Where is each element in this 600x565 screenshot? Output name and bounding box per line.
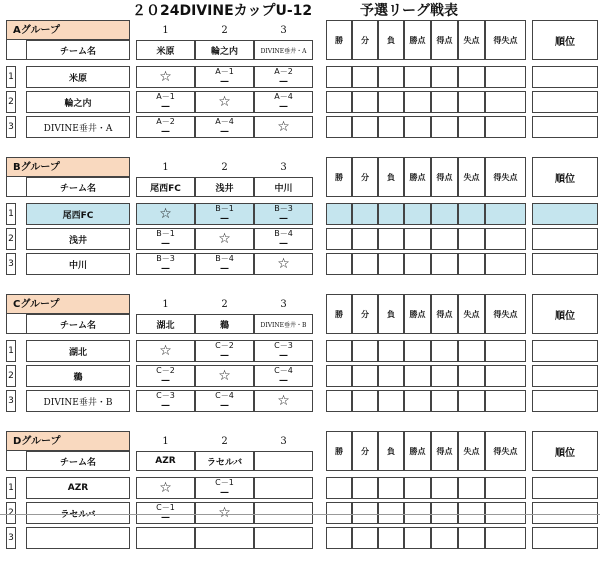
row-number: 1 (6, 203, 16, 225)
ranking-cell (532, 340, 598, 362)
star-icon: ☆ (218, 505, 231, 521)
column-number: 1 (162, 24, 169, 36)
ranking-cell (532, 116, 598, 138)
score-dash: — (220, 488, 229, 498)
star-icon: ☆ (159, 480, 172, 496)
stat-cell (458, 340, 485, 362)
stat-cell (485, 91, 526, 113)
star-icon: ☆ (218, 368, 231, 384)
title-main: ２０24DIVINEカップU-12 (132, 3, 313, 19)
result-cell (136, 477, 195, 499)
column-number: 3 (280, 24, 287, 36)
row-number: 2 (6, 365, 16, 387)
score-dash: — (161, 127, 170, 137)
result-cell (136, 365, 195, 387)
result-cell (254, 527, 313, 549)
match-code (156, 229, 175, 249)
stat-header: 負 (378, 20, 404, 60)
stat-cell (458, 66, 485, 88)
stat-cell (485, 253, 526, 275)
stat-cell (352, 116, 378, 138)
stat-cell (378, 253, 404, 275)
title-sub: 予選リーグ戦表 (360, 3, 458, 19)
stat-cell (326, 340, 352, 362)
column-team-header: 中川 (254, 177, 313, 197)
match-code-label: B－1 (156, 229, 175, 238)
result-cell (254, 477, 313, 499)
match-code-label: C－2 (215, 341, 234, 350)
match-code (215, 204, 234, 224)
stat-cell (485, 365, 526, 387)
result-cell (254, 91, 313, 113)
match-code (215, 391, 234, 411)
stat-cell (326, 116, 352, 138)
team-name-cell: 輪之内 (26, 91, 130, 113)
stat-cell (485, 340, 526, 362)
row-number: 1 (6, 66, 16, 88)
stat-cell (431, 253, 458, 275)
result-cell (195, 91, 254, 113)
stat-header: 負 (378, 431, 404, 471)
stat-cell (458, 116, 485, 138)
row-number: 1 (6, 340, 16, 362)
stat-cell (404, 228, 431, 250)
row-number: 3 (6, 253, 16, 275)
team-name-cell: 湖北 (26, 340, 130, 362)
stat-cell (404, 91, 431, 113)
column-team-header: DIVINE垂井・B (254, 314, 313, 334)
stat-cell (326, 253, 352, 275)
stat-cell (326, 502, 352, 524)
group-header: Bグループ (6, 157, 130, 177)
result-cell (136, 390, 195, 412)
match-code (274, 341, 293, 361)
team-name-cell: ラセルバ (26, 502, 130, 524)
match-code-label: C－3 (156, 391, 175, 400)
column-team-header: 尾西FC (136, 177, 195, 197)
stat-cell (458, 502, 485, 524)
stat-header: 失点 (458, 20, 485, 60)
column-team-header: DIVINE垂井・A (254, 40, 313, 60)
result-cell (254, 66, 313, 88)
match-code (215, 117, 234, 137)
match-code-label: A－2 (156, 117, 175, 126)
stat-header: 分 (352, 20, 378, 60)
match-code-label: A－1 (215, 67, 234, 76)
score-dash: — (219, 264, 229, 274)
star-icon: ☆ (159, 343, 172, 359)
stat-header: 勝点 (404, 20, 431, 60)
column-number: 3 (280, 435, 287, 447)
result-cell (195, 390, 254, 412)
stat-cell (378, 91, 404, 113)
row-number: 3 (6, 390, 16, 412)
ranking-header: 順位 (532, 431, 598, 471)
star-icon: ☆ (277, 393, 290, 409)
match-code-label: C－4 (274, 366, 293, 375)
match-code (274, 204, 293, 224)
match-code (215, 478, 234, 498)
match-code-label: C－2 (156, 366, 175, 375)
result-cell (195, 228, 254, 250)
group-bracket (6, 451, 26, 471)
team-name-header: チーム名 (26, 451, 130, 471)
stat-cell (352, 91, 378, 113)
match-code (156, 366, 175, 386)
stat-header: 分 (352, 157, 378, 197)
result-cell (195, 340, 254, 362)
column-number: 1 (162, 435, 169, 447)
result-cell (254, 502, 313, 524)
result-cell (195, 203, 254, 225)
score-dash: — (278, 214, 288, 224)
stat-cell (378, 502, 404, 524)
stat-cell (378, 340, 404, 362)
stat-header: 負 (378, 294, 404, 334)
ranking-cell (532, 203, 598, 225)
star-icon: ☆ (218, 231, 231, 247)
column-number: 2 (221, 24, 228, 36)
match-code-label: C－1 (215, 478, 234, 487)
stat-cell (378, 365, 404, 387)
star-icon: ☆ (277, 256, 290, 272)
score-dash: — (220, 77, 229, 87)
stat-cell (485, 527, 526, 549)
match-code (156, 117, 175, 137)
ranking-header: 順位 (532, 157, 598, 197)
stat-cell (378, 116, 404, 138)
stat-header: 得点 (431, 157, 458, 197)
score-dash: — (279, 351, 288, 361)
stat-header: 負 (378, 157, 404, 197)
result-cell (136, 116, 195, 138)
stat-header: 勝点 (404, 294, 431, 334)
stat-cell (378, 228, 404, 250)
match-code (274, 92, 293, 112)
score-dash: — (161, 401, 170, 411)
stat-header: 失点 (458, 157, 485, 197)
match-code (156, 92, 175, 112)
result-cell (195, 66, 254, 88)
team-name-cell: 中川 (26, 253, 130, 275)
stat-header: 得失点 (485, 20, 526, 60)
stat-header: 失点 (458, 431, 485, 471)
result-cell (195, 116, 254, 138)
column-number: 1 (162, 161, 169, 173)
team-name-cell: 浅井 (26, 228, 130, 250)
match-code-label: C－3 (274, 341, 293, 350)
stat-cell (431, 365, 458, 387)
result-cell (195, 502, 254, 524)
stat-cell (378, 527, 404, 549)
ranking-cell (532, 91, 598, 113)
score-dash: — (278, 239, 288, 249)
column-team-header: 米原 (136, 40, 195, 60)
score-dash: — (220, 351, 229, 361)
score-dash: — (219, 214, 229, 224)
group-bracket (6, 40, 26, 60)
stat-cell (404, 66, 431, 88)
stat-header: 勝 (326, 20, 352, 60)
stat-header: 勝 (326, 294, 352, 334)
stat-cell (431, 66, 458, 88)
ranking-cell (532, 527, 598, 549)
stat-cell (352, 253, 378, 275)
team-name-header: チーム名 (26, 314, 130, 334)
match-code (156, 391, 175, 411)
stat-cell (458, 203, 485, 225)
column-number: 2 (221, 298, 228, 310)
score-dash: — (161, 376, 170, 386)
match-code-label: A－4 (274, 92, 293, 101)
stat-cell (404, 253, 431, 275)
result-cell (136, 253, 195, 275)
stat-cell (431, 91, 458, 113)
match-code-label: B－1 (215, 204, 234, 213)
stat-cell (458, 527, 485, 549)
column-team-header: 鵜 (195, 314, 254, 334)
stat-cell (326, 365, 352, 387)
stat-cell (485, 477, 526, 499)
result-cell (136, 228, 195, 250)
match-code (156, 503, 175, 523)
match-code-label: B－4 (274, 229, 293, 238)
group-header: Aグループ (6, 20, 130, 40)
stat-cell (458, 477, 485, 499)
stat-header: 得点 (431, 431, 458, 471)
stat-cell (485, 66, 526, 88)
result-cell (195, 527, 254, 549)
stat-header: 分 (352, 294, 378, 334)
stat-cell (352, 228, 378, 250)
score-dash: — (279, 376, 288, 386)
score-dash: — (161, 513, 170, 523)
stat-header: 分 (352, 431, 378, 471)
stat-cell (352, 340, 378, 362)
ranking-header: 順位 (532, 294, 598, 334)
stat-cell (352, 502, 378, 524)
stat-cell (326, 91, 352, 113)
stat-cell (485, 390, 526, 412)
stat-cell (326, 66, 352, 88)
team-name-cell: DIVINE垂井・B (26, 390, 130, 412)
stat-header: 得失点 (485, 431, 526, 471)
stat-cell (352, 203, 378, 225)
score-dash: — (160, 264, 170, 274)
stat-header: 得点 (431, 20, 458, 60)
result-cell (136, 203, 195, 225)
match-code-label: B－3 (156, 254, 175, 263)
stat-header: 勝点 (404, 431, 431, 471)
ranking-cell (532, 253, 598, 275)
match-code-label: A－2 (274, 67, 293, 76)
column-number: 2 (221, 161, 228, 173)
group-bracket (6, 177, 26, 197)
team-name-cell: 米原 (26, 66, 130, 88)
stat-cell (326, 527, 352, 549)
result-cell (136, 527, 195, 549)
column-team-header (254, 451, 313, 471)
stat-cell (431, 116, 458, 138)
stat-cell (431, 527, 458, 549)
score-dash: — (279, 77, 288, 87)
score-dash: — (220, 127, 229, 137)
result-cell (254, 365, 313, 387)
column-team-header: 湖北 (136, 314, 195, 334)
result-cell (254, 390, 313, 412)
score-dash: — (160, 239, 170, 249)
star-icon: ☆ (218, 94, 231, 110)
row-number: 2 (6, 228, 16, 250)
team-name-header: チーム名 (26, 177, 130, 197)
stat-cell (431, 477, 458, 499)
ranking-cell (532, 502, 598, 524)
stat-cell (458, 390, 485, 412)
star-icon: ☆ (159, 206, 172, 222)
column-number: 3 (280, 298, 287, 310)
score-dash: — (220, 401, 229, 411)
team-name-cell: 鵜 (26, 365, 130, 387)
stat-cell (431, 340, 458, 362)
team-name-cell (26, 527, 130, 549)
stat-cell (326, 477, 352, 499)
team-name-cell: 尾西FC (26, 203, 130, 225)
stat-cell (458, 365, 485, 387)
stat-cell (431, 502, 458, 524)
result-cell (195, 253, 254, 275)
stat-cell (485, 502, 526, 524)
team-name-cell: AZR (26, 477, 130, 499)
match-code-label: C－1 (156, 503, 175, 512)
stat-cell (485, 203, 526, 225)
ranking-cell (532, 228, 598, 250)
star-icon: ☆ (277, 119, 290, 135)
result-cell (136, 91, 195, 113)
stat-cell (404, 340, 431, 362)
match-code (156, 254, 175, 274)
row-number: 1 (6, 477, 16, 499)
group-header: Dグループ (6, 431, 130, 451)
stat-cell (431, 390, 458, 412)
stat-cell (431, 228, 458, 250)
result-cell (254, 340, 313, 362)
match-code (215, 341, 234, 361)
result-cell (136, 66, 195, 88)
ranking-cell (532, 66, 598, 88)
stat-cell (352, 66, 378, 88)
stat-cell (378, 390, 404, 412)
match-code (274, 366, 293, 386)
stat-header: 勝 (326, 157, 352, 197)
stat-cell (326, 203, 352, 225)
result-cell (195, 477, 254, 499)
result-cell (136, 502, 195, 524)
stat-header: 勝 (326, 431, 352, 471)
stat-cell (458, 253, 485, 275)
match-code (274, 67, 293, 87)
stat-header: 得失点 (485, 157, 526, 197)
column-team-header: 輪之内 (195, 40, 254, 60)
stat-header: 得失点 (485, 294, 526, 334)
score-dash: — (279, 102, 288, 112)
star-icon: ☆ (159, 69, 172, 85)
strike-line (0, 514, 600, 515)
score-dash: — (161, 102, 170, 112)
row-number: 3 (6, 527, 16, 549)
ranking-cell (532, 365, 598, 387)
result-cell (136, 340, 195, 362)
stat-cell (404, 116, 431, 138)
stat-header: 勝点 (404, 157, 431, 197)
stat-cell (404, 365, 431, 387)
row-number: 3 (6, 116, 16, 138)
page-title (0, 0, 600, 18)
match-code-label: C－4 (215, 391, 234, 400)
stat-header: 失点 (458, 294, 485, 334)
stat-cell (378, 66, 404, 88)
match-code (215, 67, 234, 87)
match-code (274, 229, 293, 249)
team-name-cell: DIVINE垂井・A (26, 116, 130, 138)
stat-cell (458, 91, 485, 113)
match-code-label: A－4 (215, 117, 234, 126)
stat-cell (458, 228, 485, 250)
result-cell (254, 253, 313, 275)
column-team-header: AZR (136, 451, 195, 471)
stat-cell (326, 228, 352, 250)
stat-cell (378, 203, 404, 225)
match-code-label: B－3 (274, 204, 293, 213)
result-cell (254, 116, 313, 138)
stat-cell (485, 116, 526, 138)
stat-cell (352, 527, 378, 549)
match-code (215, 254, 234, 274)
stat-cell (404, 390, 431, 412)
stat-cell (404, 502, 431, 524)
group-bracket (6, 314, 26, 334)
column-number: 3 (280, 161, 287, 173)
match-code-label: B－4 (215, 254, 234, 263)
result-cell (254, 228, 313, 250)
ranking-cell (532, 390, 598, 412)
ranking-cell (532, 477, 598, 499)
stat-cell (352, 365, 378, 387)
stat-cell (378, 477, 404, 499)
stat-cell (485, 228, 526, 250)
column-number: 1 (162, 298, 169, 310)
column-team-header: 浅井 (195, 177, 254, 197)
result-cell (195, 365, 254, 387)
stat-cell (404, 477, 431, 499)
stat-cell (352, 390, 378, 412)
stat-cell (352, 477, 378, 499)
row-number: 2 (6, 91, 16, 113)
stat-cell (431, 203, 458, 225)
group-header: Cグループ (6, 294, 130, 314)
ranking-header: 順位 (532, 20, 598, 60)
stat-header: 得点 (431, 294, 458, 334)
column-team-header: ラセルバ (195, 451, 254, 471)
column-number: 2 (221, 435, 228, 447)
stat-cell (404, 203, 431, 225)
row-number: 2 (6, 502, 16, 524)
stat-cell (326, 390, 352, 412)
stat-cell (404, 527, 431, 549)
result-cell (254, 203, 313, 225)
match-code-label: A－1 (156, 92, 175, 101)
team-name-header: チーム名 (26, 40, 130, 60)
